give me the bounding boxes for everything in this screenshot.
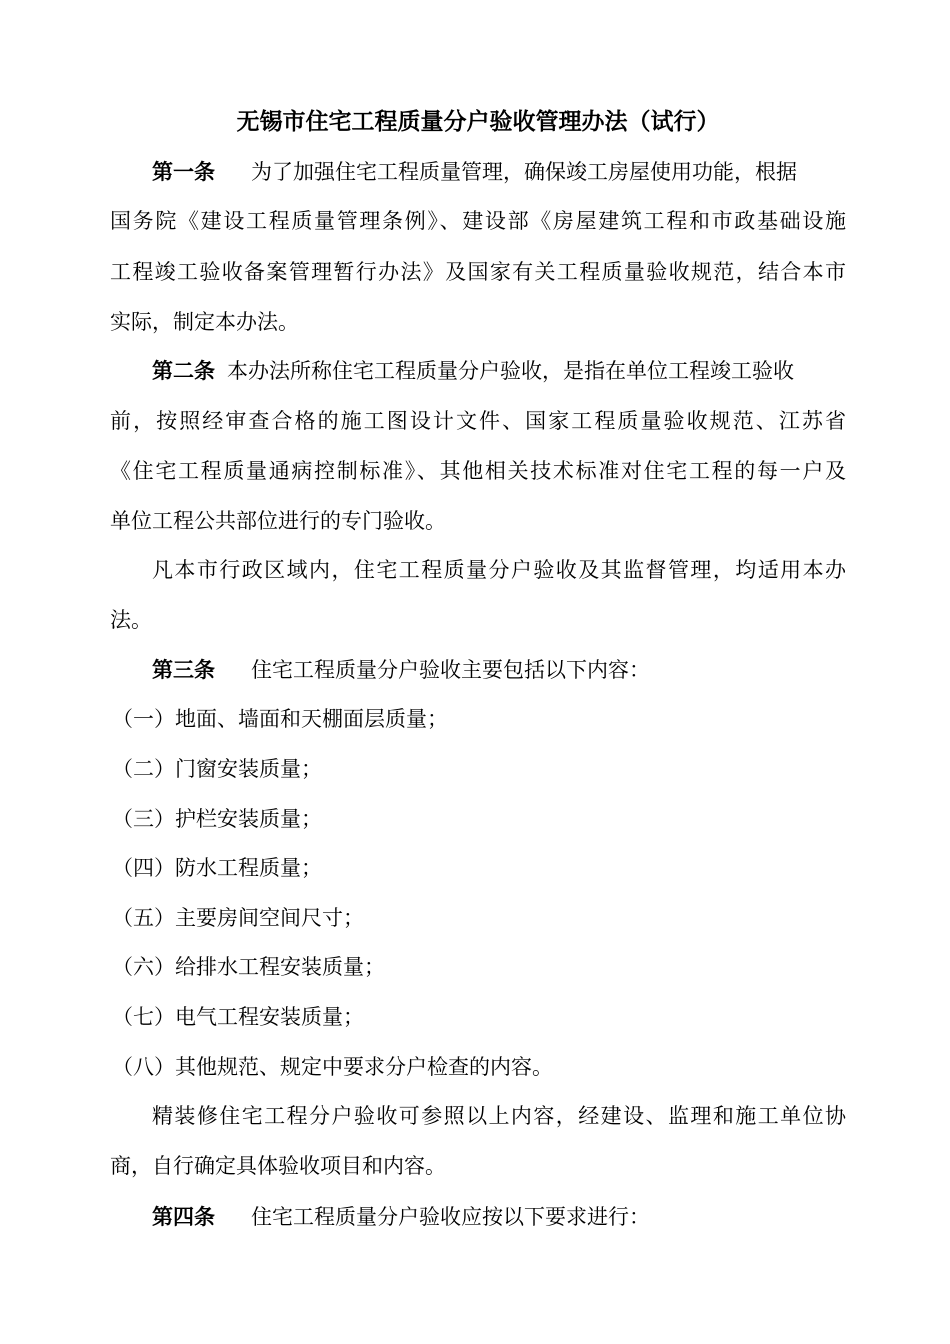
list-item: （四）防水工程质量；: [112, 856, 322, 880]
article-2-label: 第二条: [152, 358, 215, 383]
article-1-label: 第一条: [152, 159, 215, 184]
list-item: （三）护栏安装质量；: [112, 807, 322, 831]
list-item: （八）其他规范、规定中要求分户检查的内容。: [112, 1055, 553, 1079]
list-item: （七）电气工程安装质量；: [112, 1005, 364, 1029]
list-item: （六）给排水工程安装质量；: [112, 955, 385, 979]
article-4-line: [152, 1201, 846, 1233]
document-title: 无锡市住宅工程质量分户验收管理办法（试行）: [236, 108, 720, 135]
list-item: （一）地面、墙面和天棚面层质量；: [112, 707, 448, 731]
article-1-line-1: [152, 156, 846, 188]
article-3-text: 住宅工程质量分户验收主要包括以下内容：: [251, 658, 650, 682]
scope-line-1: 凡本市行政区域内，住宅工程质量分户验收及其监督管理，均适用本办: [152, 558, 846, 582]
article-3-label: 第三条: [152, 657, 215, 682]
finish-line-2: 商，自行确定具体验收项目和内容。: [110, 1154, 446, 1178]
article-4-text: 住宅工程质量分户验收应按以下要求进行：: [251, 1205, 650, 1229]
article-1-line-2: 国务院《建设工程质量管理条例》、建设部《房屋建筑工程和市政基础设施: [110, 209, 846, 233]
article-1-line-3: 工程竣工验收备案管理暂行办法》及国家有关工程质量验收规范，结合本市: [110, 260, 846, 284]
article-1-text-1: 为了加强住宅工程质量管理，确保竣工房屋使用功能，根据: [251, 160, 797, 184]
article-2-line-3: 《住宅工程质量通病控制标准》、其他相关技术标准对住宅工程的每一户及: [110, 459, 846, 483]
list-item: （五）主要房间空间尺寸；: [112, 906, 364, 930]
article-2-text-1: 本办法所称住宅工程质量分户验收，是指在单位工程竣工验收: [227, 359, 794, 383]
article-1-line-4: 实际，制定本办法。: [110, 310, 299, 334]
finish-line-1: 精装修住宅工程分户验收可参照以上内容，经建设、监理和施工单位协: [152, 1104, 846, 1128]
article-2-line-4: 单位工程公共部位进行的专门验收。: [110, 509, 446, 533]
article-4-label: 第四条: [152, 1204, 215, 1229]
list-item: （二）门窗安装质量；: [112, 757, 322, 781]
article-3-line: [152, 654, 846, 686]
article-2-line-2: 前，按照经审查合格的施工图设计文件、国家工程质量验收规范、江苏省: [110, 409, 846, 433]
article-2-line-1: [152, 355, 846, 387]
scope-line-2: 法。: [110, 608, 152, 632]
